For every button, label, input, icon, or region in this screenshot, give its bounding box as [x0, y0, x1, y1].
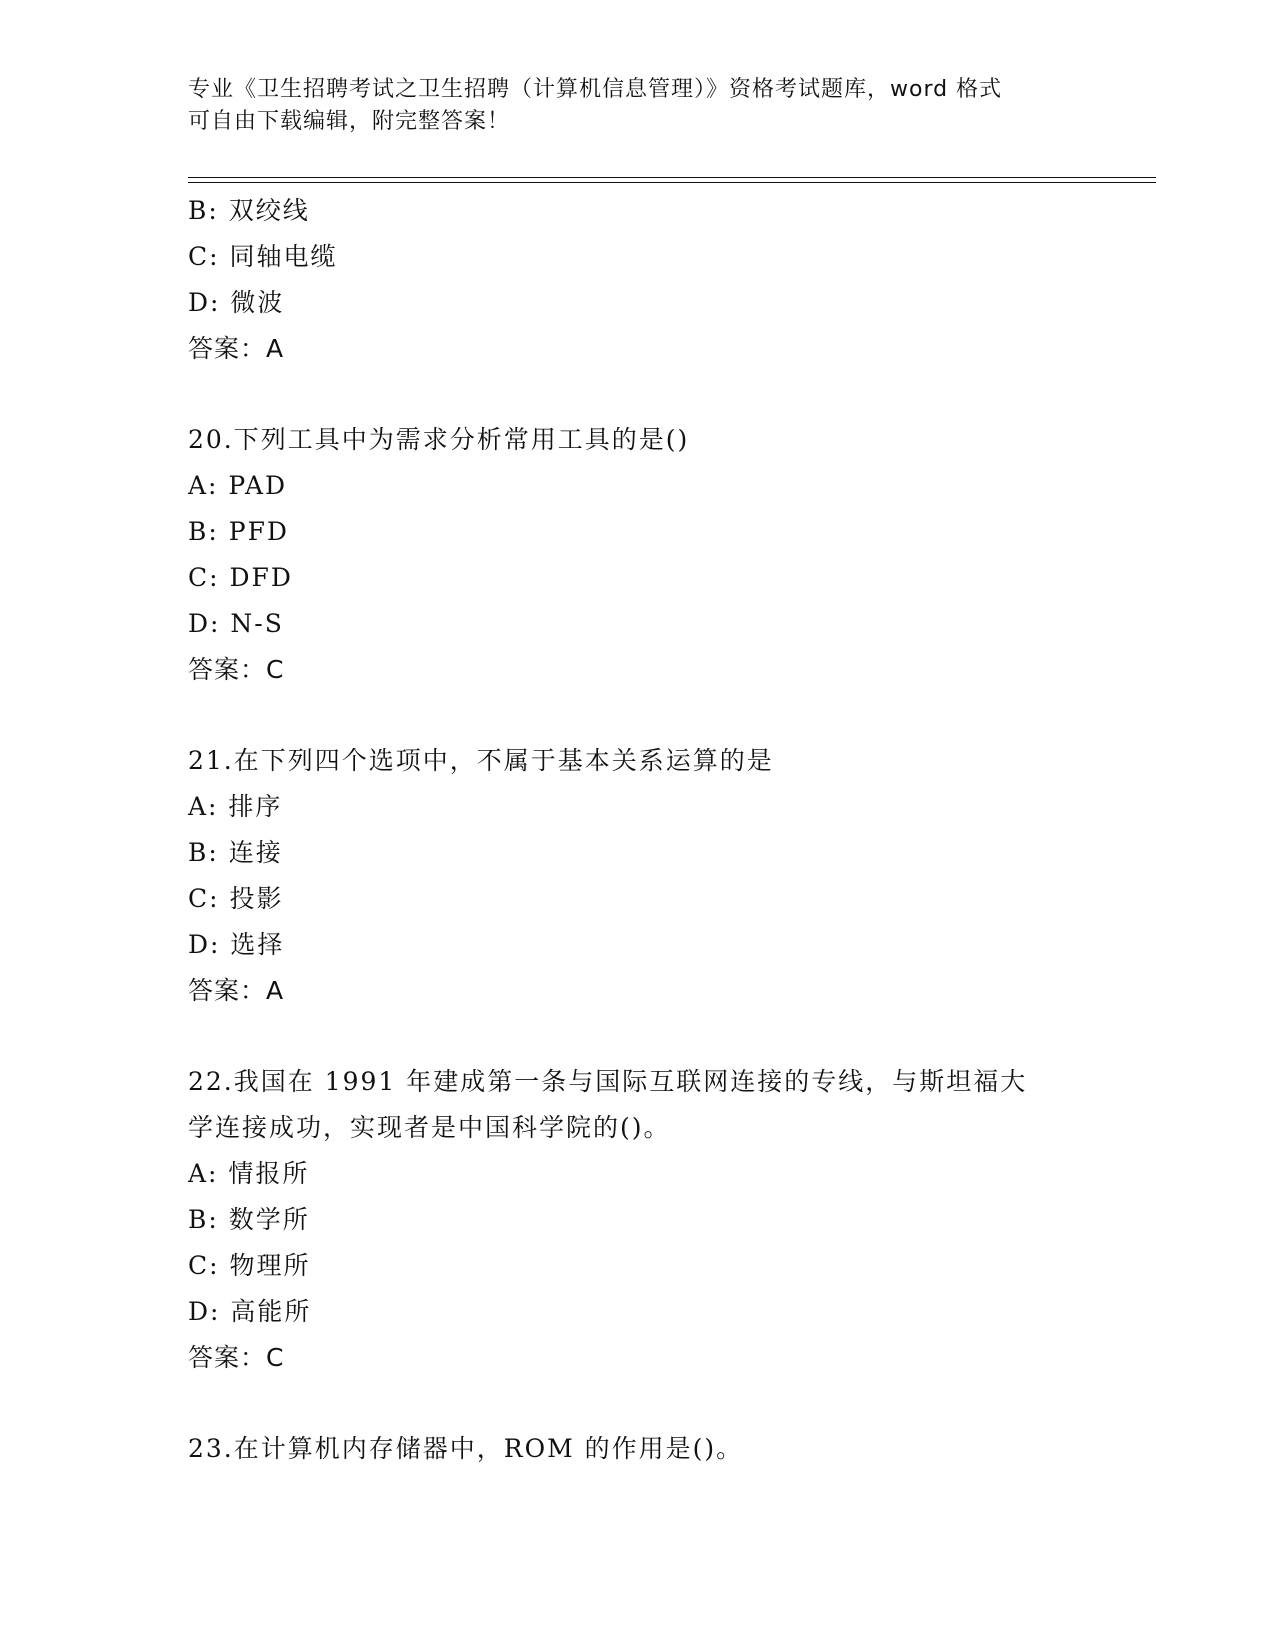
spacer: [188, 372, 1088, 417]
answer-line: 答案：C: [188, 1343, 285, 1372]
header-line-1: 专业《卫生招聘考试之卫生招聘（计算机信息管理）》资格考试题库，word 格式: [188, 77, 1003, 102]
option-a: A: 情报所: [188, 1159, 310, 1188]
answer-line: 答案：C: [188, 655, 285, 684]
question-stem: 23.在计算机内存储器中，ROM 的作用是()。: [188, 1434, 744, 1463]
spacer: [188, 1014, 1088, 1059]
question-stem: 20.下列工具中为需求分析常用工具的是(): [188, 425, 690, 454]
option-d: D: 选择: [188, 930, 285, 959]
option-b: B: 连接: [188, 838, 283, 867]
spacer: [188, 1381, 1088, 1426]
question-block-19: [188, 188, 1088, 372]
question-stem-line-1: 22.我国在 1991 年建成第一条与国际互联网连接的专线，与斯坦福大: [188, 1067, 1028, 1096]
option-b: B: 数学所: [188, 1205, 310, 1234]
option-c: C: 投影: [188, 884, 284, 913]
option-c: C: DFD: [188, 563, 293, 592]
header-rule-top: [188, 177, 1156, 178]
question-block-20: [188, 417, 1088, 693]
page-header: [188, 74, 1068, 138]
question-block-21: [188, 738, 1088, 1014]
option-d: D: N-S: [188, 609, 284, 638]
option-d: D: 高能所: [188, 1297, 312, 1326]
option-b: B: 双绞线: [188, 196, 310, 225]
question-stem-line-2: 学连接成功，实现者是中国科学院的()。: [188, 1113, 671, 1142]
question-content: [188, 188, 1088, 1472]
header-line-2: 可自由下载编辑，附完整答案！: [188, 109, 511, 134]
answer-line: 答案：A: [188, 334, 285, 363]
option-b: B: PFD: [188, 517, 289, 546]
option-d: D: 微波: [188, 288, 285, 317]
spacer: [188, 693, 1088, 738]
header-rule-bottom: [188, 182, 1156, 183]
question-block-23: [188, 1426, 1088, 1472]
question-stem: 21.在下列四个选项中，不属于基本关系运算的是: [188, 746, 774, 775]
option-a: A: PAD: [188, 471, 288, 500]
option-a: A: 排序: [188, 792, 283, 821]
question-block-22: [188, 1059, 1088, 1381]
option-c: C: 同轴电缆: [188, 242, 338, 271]
option-c: C: 物理所: [188, 1251, 311, 1280]
answer-line: 答案：A: [188, 976, 285, 1005]
